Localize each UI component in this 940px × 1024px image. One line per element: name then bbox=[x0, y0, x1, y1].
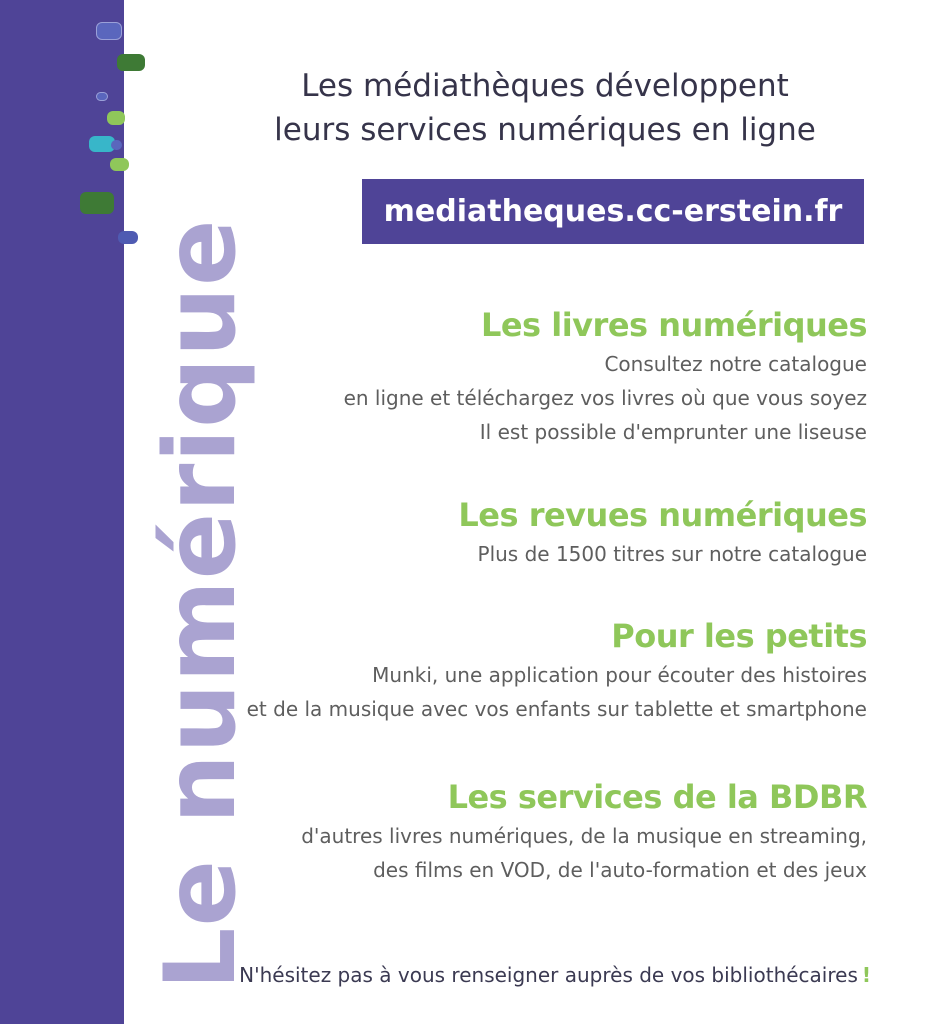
section-title: Les revues numériques bbox=[458, 496, 867, 534]
section-line: d'autres livres numériques, de la musique en streaming, bbox=[301, 824, 867, 848]
section-services-bdbr bbox=[107, 775, 867, 887]
section-title: Les services de la BDBR bbox=[447, 778, 867, 816]
vertical-title bbox=[0, 0, 258, 1024]
section-line: des films en VOD, de l'auto-formation et des jeux bbox=[373, 858, 867, 882]
header-line-1: Les médiathèques développent bbox=[301, 68, 789, 104]
footer-exclamation: ! bbox=[861, 963, 871, 987]
section-line: Consultez notre catalogue bbox=[604, 352, 867, 376]
section-line: et de la musique avec vos enfants sur tablette et smartphone bbox=[246, 697, 867, 721]
page-header bbox=[150, 64, 940, 152]
section-line: en ligne et téléchargez vos livres où que vous soyez bbox=[343, 386, 867, 410]
vertical-title-text: Le numérique bbox=[144, 218, 258, 990]
section-livres-numeriques bbox=[107, 303, 867, 449]
section-pour-les-petits bbox=[107, 614, 867, 726]
website-url-link[interactable]: mediatheques.cc-erstein.fr bbox=[362, 179, 864, 244]
footer-text: N'hésitez pas à vous renseigner auprès de vos bibliothécaires bbox=[239, 963, 858, 987]
section-title: Pour les petits bbox=[611, 617, 867, 655]
section-revues-numeriques bbox=[107, 493, 867, 571]
footer-message bbox=[111, 958, 871, 992]
section-line: Plus de 1500 titres sur notre catalogue bbox=[477, 542, 867, 566]
header-line-2: leurs services numériques en ligne bbox=[274, 112, 816, 148]
section-title: Les livres numériques bbox=[480, 306, 867, 344]
section-line: Il est possible d'emprunter une liseuse bbox=[479, 420, 867, 444]
section-line: Munki, une application pour écouter des histoires bbox=[372, 663, 867, 687]
